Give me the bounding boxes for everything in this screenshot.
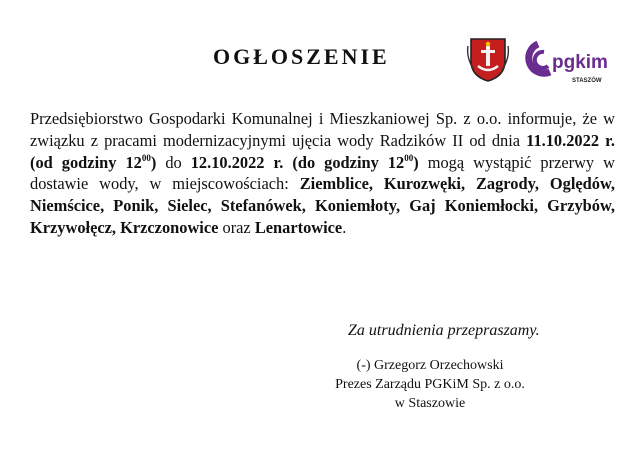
pgkim-logo xyxy=(524,38,616,86)
notice-text-3: mogą wystąpić przerwy w dostawie wody, w miejscowościach: xyxy=(30,152,615,194)
notice-text-1: Przedsiębiorstwo Gospodarki Komunalnej i Mieszkaniowej Sp. z o.o. informuje, że w związku z pracami modernizacyjnymi ujęcia wody Radzików II od dnia xyxy=(30,109,615,150)
signature-name: (-) Grzegorz Orzechowski xyxy=(356,358,504,373)
page-title: OGŁOSZENIE xyxy=(213,44,390,69)
notice-text-2: do xyxy=(165,152,191,172)
logo-subtext: STASZÓW xyxy=(572,78,602,84)
notice-conj: oraz xyxy=(218,217,255,237)
date-to: 12.10.2022 r. (do godziny $12^{00}$) xyxy=(190,152,419,172)
signature-title: Prezes Zarządu PGKiM Sp. z o.o. xyxy=(335,377,525,392)
coat-of-arms-icon xyxy=(466,36,510,82)
last-place: Lenartowice xyxy=(254,217,343,237)
places-list: Ziemblice, Kurozwęki, Zagrody, Oględów, Niemścice, Ponik, Sielec, Stefanówek, Koniemłoty, Gaj Koniemłocki, Grzybów, Krzywołęcz, Krzczonowice xyxy=(30,174,616,237)
notice-end: . xyxy=(342,217,347,237)
date-from: 11.10.2022 r. (od godziny $12^{00}$) xyxy=(30,130,615,172)
logo-text: pgkim xyxy=(552,52,608,73)
signature-block xyxy=(330,356,530,413)
notice-body xyxy=(30,108,615,239)
signature-location: w Staszowie xyxy=(394,396,466,411)
apology-text: Za utrudnienia przepraszamy. xyxy=(348,322,540,339)
